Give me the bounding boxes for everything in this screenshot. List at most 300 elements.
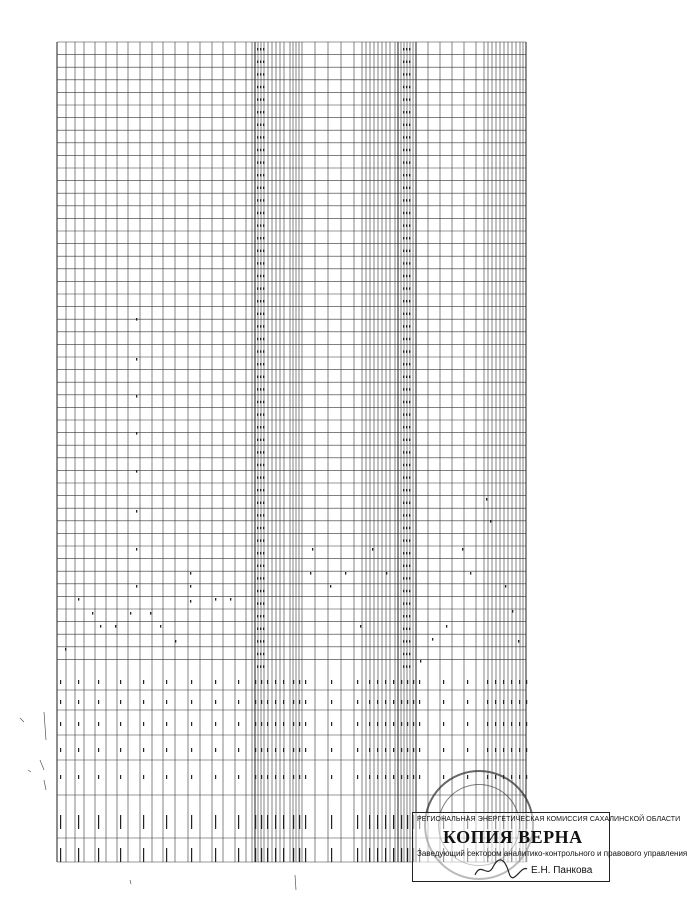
header-mark [526, 722, 527, 726]
stamp-name: Е.Н. Панкова [531, 865, 593, 876]
header-mark [487, 748, 488, 752]
cell-mark [518, 640, 519, 643]
cell-mark [406, 489, 407, 491]
cell-mark [406, 590, 407, 592]
cell-mark [260, 61, 261, 63]
cell-mark [406, 300, 407, 302]
cell-mark [406, 86, 407, 88]
cell-mark [406, 640, 407, 642]
header-mark [275, 680, 276, 684]
cell-mark [136, 585, 137, 588]
cell-mark [260, 577, 261, 579]
cell-mark [260, 300, 261, 302]
scan-specks [130, 875, 296, 890]
cell-mark [409, 552, 410, 554]
cell-mark [78, 598, 79, 601]
cell-mark [263, 287, 264, 289]
header-mark [143, 700, 144, 704]
cell-mark [260, 439, 261, 441]
cell-mark [263, 476, 264, 478]
cell-mark [263, 552, 264, 554]
cell-mark [263, 149, 264, 151]
header-mark [305, 722, 306, 726]
cell-mark [409, 628, 410, 630]
cell-mark [403, 325, 404, 327]
cell-mark [403, 401, 404, 403]
cell-mark [403, 73, 404, 75]
cell-mark [260, 136, 261, 138]
cell-mark [263, 275, 264, 277]
cell-mark [257, 313, 258, 315]
header-mark [98, 775, 99, 779]
cell-mark [263, 539, 264, 541]
header-mark [357, 775, 358, 779]
cell-mark [409, 149, 410, 151]
cell-mark [263, 300, 264, 302]
header-mark [166, 848, 167, 862]
cell-mark [257, 287, 258, 289]
cell-mark [409, 86, 410, 88]
header-mark [261, 680, 262, 684]
cell-mark [406, 287, 407, 289]
cell-mark [409, 98, 410, 100]
header-mark [305, 815, 306, 829]
header-mark [255, 722, 256, 726]
cell-mark [403, 527, 404, 529]
header-mark [413, 700, 414, 704]
header-mark [267, 775, 268, 779]
cell-mark [260, 514, 261, 516]
cell-mark [403, 212, 404, 214]
header-mark [255, 815, 256, 829]
header-mark [385, 815, 386, 829]
header-mark [419, 700, 420, 704]
cell-mark [257, 149, 258, 151]
cell-mark [403, 199, 404, 201]
header-mark [299, 748, 300, 752]
cell-mark [406, 413, 407, 415]
cell-mark [263, 653, 264, 655]
cell-mark [403, 250, 404, 252]
header-mark [413, 680, 414, 684]
header-mark [78, 722, 79, 726]
header-mark [377, 700, 378, 704]
cell-mark [432, 638, 433, 641]
cell-mark [257, 653, 258, 655]
header-mark [377, 815, 378, 829]
cell-mark [260, 653, 261, 655]
header-mark [166, 748, 167, 752]
header-mark [78, 700, 79, 704]
cell-mark [312, 548, 313, 551]
cell-mark [263, 262, 264, 264]
cell-mark [406, 111, 407, 113]
cell-mark [406, 665, 407, 667]
header-mark [275, 700, 276, 704]
header-mark [293, 775, 294, 779]
cell-mark [260, 275, 261, 277]
header-mark [299, 848, 300, 862]
header-mark [261, 722, 262, 726]
cell-mark [257, 199, 258, 201]
cell-mark [406, 73, 407, 75]
cell-mark [409, 212, 410, 214]
cell-mark [446, 625, 447, 628]
cell-mark [345, 572, 346, 575]
header-mark [267, 848, 268, 862]
cell-mark [260, 413, 261, 415]
header-mark [511, 700, 512, 704]
cell-mark [406, 653, 407, 655]
table-cell-marks [60, 48, 527, 862]
cell-mark [409, 489, 410, 491]
cell-mark [403, 590, 404, 592]
cell-mark [190, 585, 191, 588]
cell-mark [257, 426, 258, 428]
cell-mark [257, 124, 258, 126]
cell-mark [406, 439, 407, 441]
cell-mark [403, 489, 404, 491]
header-mark [143, 848, 144, 862]
header-mark [299, 775, 300, 779]
header-mark [467, 700, 468, 704]
header-mark [267, 700, 268, 704]
header-mark [519, 775, 520, 779]
header-mark [331, 680, 332, 684]
header-mark [267, 748, 268, 752]
header-mark [299, 680, 300, 684]
header-mark [275, 848, 276, 862]
cell-mark [403, 338, 404, 340]
cell-mark [257, 640, 258, 642]
header-mark [407, 700, 408, 704]
cell-mark [406, 237, 407, 239]
cell-mark [409, 262, 410, 264]
header-mark [369, 680, 370, 684]
cell-mark [263, 174, 264, 176]
header-mark [401, 848, 402, 862]
cell-mark [409, 161, 410, 163]
cell-mark [257, 439, 258, 441]
cell-mark [263, 628, 264, 630]
header-mark [331, 722, 332, 726]
cell-mark [150, 612, 151, 615]
header-mark [526, 700, 527, 704]
cell-mark [257, 388, 258, 390]
cell-mark [257, 615, 258, 617]
header-mark [60, 680, 61, 684]
header-mark [283, 748, 284, 752]
header-mark [467, 680, 468, 684]
header-mark [357, 848, 358, 862]
cell-mark [406, 338, 407, 340]
cell-mark [403, 665, 404, 667]
cell-mark [406, 451, 407, 453]
header-mark [305, 775, 306, 779]
cell-mark [260, 350, 261, 352]
header-mark [331, 775, 332, 779]
cell-mark [257, 262, 258, 264]
header-mark [60, 722, 61, 726]
cell-mark [372, 548, 373, 551]
cell-mark [260, 313, 261, 315]
cell-mark [136, 510, 137, 513]
cell-mark [260, 426, 261, 428]
cell-mark [406, 514, 407, 516]
cell-mark [360, 625, 361, 628]
cell-mark [260, 640, 261, 642]
header-mark [419, 748, 420, 752]
cell-mark [409, 111, 410, 113]
header-mark [385, 748, 386, 752]
cell-mark [263, 313, 264, 315]
header-mark [401, 722, 402, 726]
cell-mark [406, 527, 407, 529]
header-mark [261, 815, 262, 829]
cell-mark [406, 464, 407, 466]
cell-mark [260, 388, 261, 390]
cell-mark [409, 199, 410, 201]
cell-mark [136, 470, 137, 473]
header-mark [255, 748, 256, 752]
cell-mark [406, 199, 407, 201]
cell-mark [406, 325, 407, 327]
header-mark [78, 775, 79, 779]
header-mark [407, 680, 408, 684]
header-mark [357, 680, 358, 684]
header-mark [467, 748, 468, 752]
header-mark [401, 775, 402, 779]
cell-mark [403, 61, 404, 63]
cell-mark [330, 585, 331, 588]
cell-mark [260, 199, 261, 201]
cell-mark [406, 98, 407, 100]
cell-mark [263, 199, 264, 201]
cell-mark [406, 577, 407, 579]
cell-mark [403, 502, 404, 504]
cell-mark [263, 401, 264, 403]
header-mark [369, 748, 370, 752]
header-mark [267, 722, 268, 726]
cell-mark [406, 262, 407, 264]
cell-mark [190, 600, 191, 603]
cell-mark [409, 527, 410, 529]
header-mark [166, 700, 167, 704]
header-mark [143, 680, 144, 684]
header-mark [98, 815, 99, 829]
cell-mark [406, 224, 407, 226]
cell-mark [257, 476, 258, 478]
cell-mark [263, 439, 264, 441]
cell-mark [257, 539, 258, 541]
cell-mark [403, 615, 404, 617]
cell-mark [409, 376, 410, 378]
cell-mark [403, 376, 404, 378]
cell-mark [409, 287, 410, 289]
cell-mark [406, 502, 407, 504]
header-mark [467, 722, 468, 726]
cell-mark [160, 625, 161, 628]
cell-mark [260, 325, 261, 327]
header-mark [60, 775, 61, 779]
cell-mark [420, 660, 421, 663]
cell-mark [403, 300, 404, 302]
header-mark [283, 680, 284, 684]
cell-mark [409, 602, 410, 604]
cell-mark [403, 426, 404, 428]
header-mark [419, 775, 420, 779]
cell-mark [406, 602, 407, 604]
cell-mark [263, 413, 264, 415]
signature-icon [471, 857, 531, 881]
cell-mark [257, 489, 258, 491]
header-mark [293, 848, 294, 862]
cell-mark [260, 212, 261, 214]
cell-mark [257, 300, 258, 302]
cell-mark [403, 313, 404, 315]
cell-mark [505, 585, 506, 588]
cell-mark [263, 565, 264, 567]
cell-mark [263, 527, 264, 529]
header-mark [215, 748, 216, 752]
cell-mark [100, 625, 101, 628]
cell-mark [406, 552, 407, 554]
cell-mark [403, 149, 404, 151]
cell-mark [403, 174, 404, 176]
header-mark [98, 700, 99, 704]
header-mark [238, 680, 239, 684]
header-mark [299, 700, 300, 704]
cell-mark [257, 363, 258, 365]
header-mark [526, 775, 527, 779]
cell-mark [263, 136, 264, 138]
header-mark [503, 680, 504, 684]
header-mark [275, 748, 276, 752]
cell-mark [406, 187, 407, 189]
header-mark [526, 748, 527, 752]
cell-mark [263, 61, 264, 63]
cell-mark [263, 388, 264, 390]
cell-mark [257, 527, 258, 529]
header-mark [78, 748, 79, 752]
cell-mark [263, 161, 264, 163]
header-mark [191, 815, 192, 829]
header-mark [191, 848, 192, 862]
cell-mark [263, 73, 264, 75]
cell-mark [260, 628, 261, 630]
cell-mark [136, 432, 137, 435]
cell-mark [409, 300, 410, 302]
header-mark [357, 815, 358, 829]
cell-mark [406, 212, 407, 214]
header-mark [191, 700, 192, 704]
cell-mark [260, 376, 261, 378]
cell-mark [490, 520, 491, 523]
cell-mark [403, 451, 404, 453]
cell-mark [406, 628, 407, 630]
cell-mark [386, 572, 387, 575]
cell-mark [403, 350, 404, 352]
header-mark [369, 700, 370, 704]
header-mark [120, 848, 121, 862]
header-mark [393, 680, 394, 684]
cell-mark [406, 376, 407, 378]
cell-mark [257, 136, 258, 138]
header-mark [369, 815, 370, 829]
header-mark [385, 680, 386, 684]
cell-mark [260, 187, 261, 189]
header-mark [283, 848, 284, 862]
cell-mark [409, 464, 410, 466]
cell-mark [406, 136, 407, 138]
header-mark [393, 815, 394, 829]
cell-mark [409, 439, 410, 441]
cell-mark [409, 590, 410, 592]
cell-mark [406, 388, 407, 390]
cell-mark [257, 73, 258, 75]
cell-mark [260, 338, 261, 340]
cell-mark [257, 187, 258, 189]
header-mark [166, 680, 167, 684]
cell-mark [257, 451, 258, 453]
header-mark [519, 700, 520, 704]
cell-mark [403, 565, 404, 567]
cell-mark [263, 489, 264, 491]
cell-mark [263, 338, 264, 340]
header-mark [261, 775, 262, 779]
header-mark [238, 848, 239, 862]
cell-mark [230, 598, 231, 601]
stamp-title: КОПИЯ ВЕРНА [443, 827, 583, 847]
cell-mark [409, 413, 410, 415]
cell-mark [257, 275, 258, 277]
header-mark [443, 722, 444, 726]
cell-mark [406, 174, 407, 176]
cell-mark [263, 325, 264, 327]
cell-mark [260, 615, 261, 617]
header-mark [407, 815, 408, 829]
cell-mark [403, 464, 404, 466]
header-mark [283, 700, 284, 704]
header-mark [519, 748, 520, 752]
cell-mark [260, 73, 261, 75]
header-mark [369, 848, 370, 862]
cell-mark [260, 527, 261, 529]
header-mark [443, 700, 444, 704]
header-mark [98, 722, 99, 726]
cell-mark [92, 612, 93, 615]
header-mark [255, 700, 256, 704]
cell-mark [403, 136, 404, 138]
header-mark [331, 815, 332, 829]
cell-mark [257, 212, 258, 214]
cell-mark [257, 514, 258, 516]
cell-mark [257, 350, 258, 352]
header-mark [191, 748, 192, 752]
cell-mark [409, 124, 410, 126]
cell-mark [403, 98, 404, 100]
header-mark [275, 815, 276, 829]
cell-mark [263, 376, 264, 378]
cell-mark [406, 161, 407, 163]
header-mark [526, 680, 527, 684]
cell-mark [263, 124, 264, 126]
cell-mark [409, 539, 410, 541]
cell-mark [257, 161, 258, 163]
cell-mark [409, 565, 410, 567]
cell-mark [406, 401, 407, 403]
header-mark [401, 700, 402, 704]
